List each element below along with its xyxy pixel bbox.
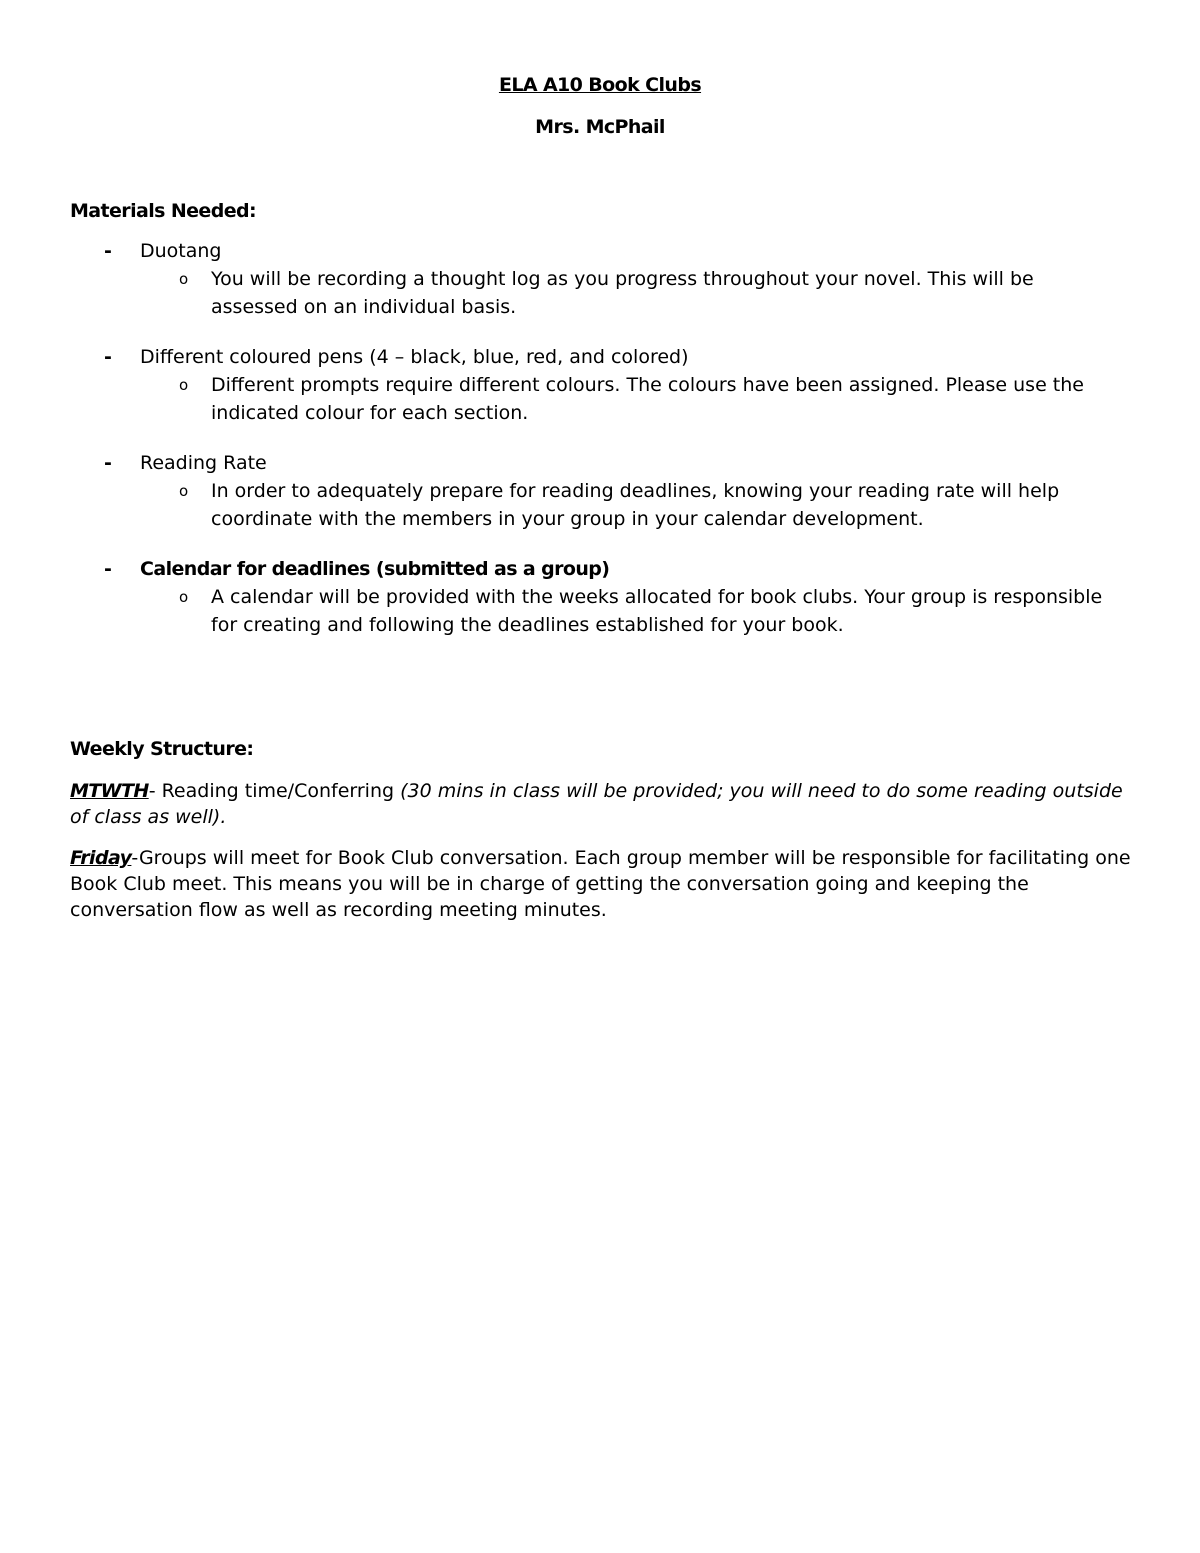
circle-bullet: o: [179, 270, 189, 288]
circle-bullet: o: [179, 588, 189, 606]
circle-bullet: o: [179, 376, 189, 394]
materials-item-detail: You will be recording a thought log as you progress throughout your novel. This will be assessed on an individual basis.: [211, 268, 1034, 318]
circle-bullet: o: [179, 482, 189, 500]
materials-sub-item: [70, 477, 1111, 533]
weekly-heading: Weekly Structure:: [70, 738, 254, 760]
dash-bullet: -: [104, 346, 112, 368]
friday-lead: Friday: [70, 847, 132, 869]
dash-bullet: -: [104, 240, 112, 262]
materials-item-detail: A calendar will be provided with the weeks allocated for book clubs. Your group is responsible for creating and following the deadlines established for your book.: [211, 586, 1103, 636]
dash-bullet: -: [104, 452, 112, 474]
materials-item-detail: In order to adequately prepare for reading deadlines, knowing your reading rate will help coordinate with the members in your group in your calendar development.: [211, 480, 1060, 530]
weekly-friday-paragraph: [70, 845, 1140, 923]
materials-sub-item: [70, 371, 1111, 427]
materials-item-pens: [70, 343, 1130, 371]
mtwth-note: (30 mins in class will be provided; you will need to do some reading outside of class as well).: [70, 780, 1123, 828]
materials-item-detail: Different prompts require different colours. The colours have been assigned. Please use the indicated colour for each section.: [211, 374, 1084, 424]
materials-item-calendar: [70, 555, 1130, 583]
mtwth-lead: MTWTH: [70, 780, 149, 802]
materials-sub-item: [70, 265, 1111, 321]
materials-item-duotang: [70, 237, 1130, 265]
materials-sub-item: [70, 583, 1111, 639]
friday-text: -Groups will meet for Book Club conversation. Each group member will be responsible for facilitating one Book Club meet. This means you will be in charge of getting the conversation going and keeping the conversation flow as well as recording meeting minutes.: [70, 847, 1131, 921]
materials-item-label: Different coloured pens (4 – black, blue, red, and colored): [140, 346, 689, 368]
materials-item-label: Duotang: [140, 240, 222, 262]
materials-item-label: Reading Rate: [140, 452, 267, 474]
materials-heading: Materials Needed:: [70, 200, 256, 222]
materials-item-label: Calendar for deadlines (submitted as a group): [140, 558, 610, 580]
dash-bullet: -: [104, 558, 112, 580]
weekly-mtwth-paragraph: [70, 778, 1140, 830]
document-title: ELA A10 Book Clubs: [498, 74, 702, 96]
teacher-name: Mrs. McPhail: [535, 116, 665, 138]
mtwth-text: - Reading time/Conferring: [148, 780, 401, 802]
materials-list: [70, 237, 1130, 639]
materials-item-reading-rate: [70, 449, 1130, 477]
